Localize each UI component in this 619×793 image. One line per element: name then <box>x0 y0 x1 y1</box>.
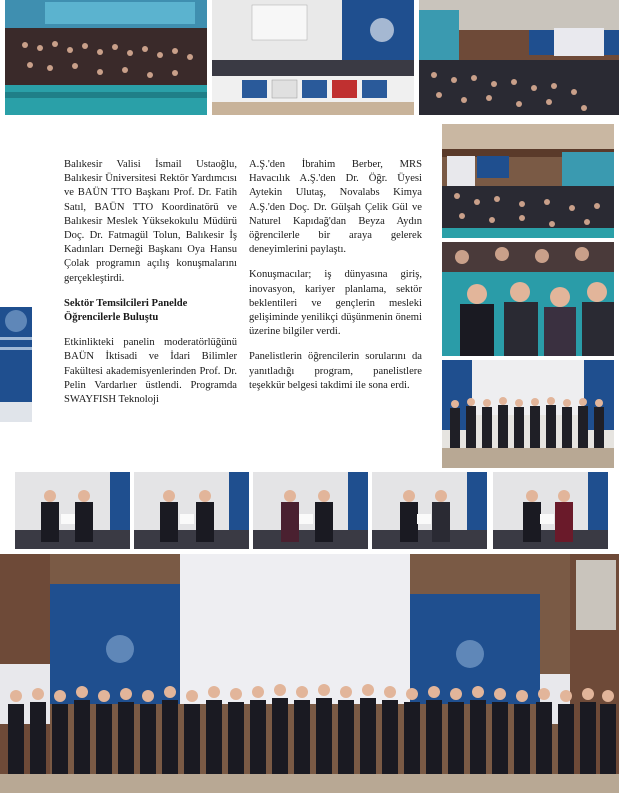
section-heading: Sektör Temsilcileri Panelde Öğrencilerle Buluştu <box>64 297 188 324</box>
left-edge-banner-photo <box>0 307 32 422</box>
article-column-right <box>249 158 422 404</box>
article-paragraph: Panelistlerin öğrencilerin sorularını da yanıtladığı program, panelistlere teşekkür belgesi takdimi ile sona erdi. <box>249 351 422 391</box>
top-photo-wide <box>419 0 619 115</box>
award-photo-3 <box>253 472 368 549</box>
side-photo-group-stage <box>442 360 614 468</box>
article-paragraph: Balıkesir Valisi İsmail Ustaoğlu, Balıkesir Üniversitesi Rektör Yardımcısı ve BAÜN TTO Başkanı Prof. Dr. Fatih Satıl, BAÜN TTO Koordinatörü ve Balıkesir Meslek Yüksekokulu Müdürü Doç. Dr. Fatmagül Tolun, Balıkesir İş Kadınları Derneği Başkanı Oya Hansu Çolak programın açılış konuşmalarını gerçekleştirdi. <box>64 159 237 284</box>
top-photo-panel <box>212 0 414 115</box>
article-paragraph: Konuşmacılar; iş dünyasına giriş, inovasyon, kariyer planlama, sektör beklentileri ve gençlerin mesleki gelişiminde yenilikçi düşünmenin önemi üzerine bilgiler verdi. <box>249 269 422 338</box>
award-photo-2 <box>134 472 249 549</box>
article-paragraph: Etkinlikteki panelin moderatörlüğünü BAÜN İktisadi ve İdari Bilimler Fakültesi akademisyenlerinden Prof. Dr. Pelin Vardarlıer üstlendi. Programda SWAYFISH Teknoloji <box>64 337 237 406</box>
top-photo-audience <box>5 0 207 115</box>
award-photo-1 <box>15 472 130 549</box>
article-column-left <box>64 158 237 418</box>
article-paragraph: A.Ş.'den İbrahim Berber, MRS Havacılık A.Ş.'den Dr. Öğr. Üyesi Aytekin Ulutaş, Novalabs Kimya A.Ş.'den Doç. Dr. Gülşah Çelik Gül ve Naturel Kapıdağ'dan Beyza Aydın öğrencilerle bir araya gelerek deneyimlerini paylaştı. <box>249 159 422 256</box>
award-photo-4 <box>372 472 487 549</box>
award-photo-5 <box>493 472 608 549</box>
side-photo-students <box>442 242 614 356</box>
group-photo <box>0 554 619 793</box>
side-photo-auditorium <box>442 124 614 238</box>
